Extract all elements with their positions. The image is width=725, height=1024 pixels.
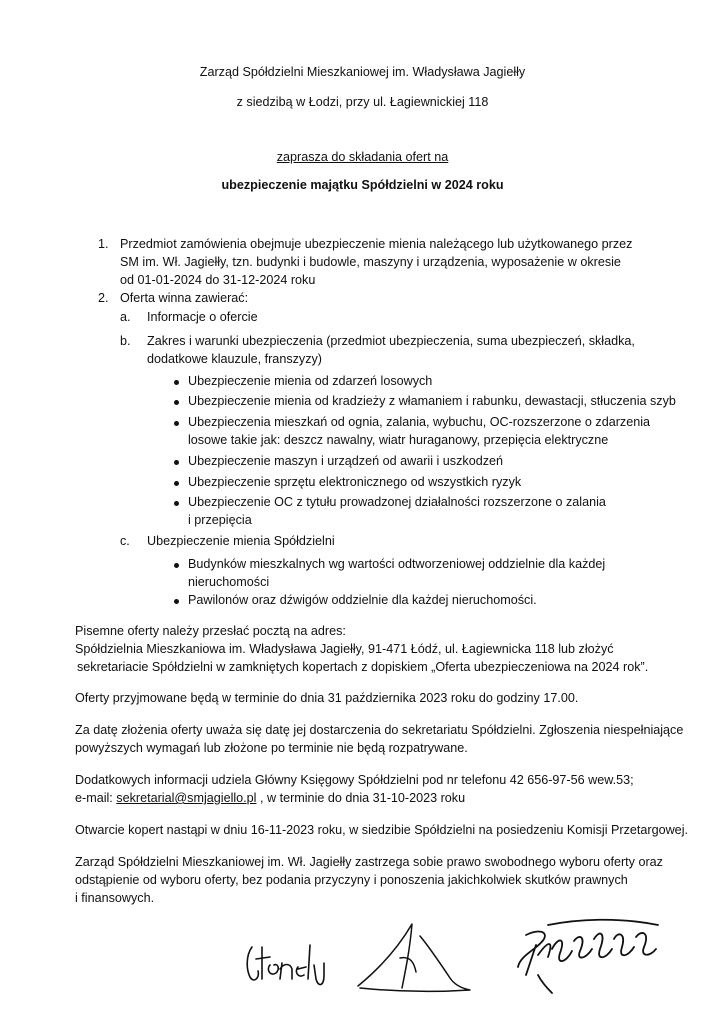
- item-1-line-2: SM im. Wł. Jagiełły, tzn. budynki i budowle, maszyny i urządzenia, wyposażenie w okresie: [120, 255, 621, 269]
- bullet-b2: Ubezpieczenie mienia od kradzieży z włamaniem i rabunku, dewastacji, stłuczenia szyb: [188, 394, 676, 408]
- bullet-dot: [174, 380, 179, 385]
- bullet-dot: [174, 501, 179, 506]
- signature-2: [350, 918, 485, 998]
- item-a-letter: a.: [120, 310, 131, 324]
- bullet-b5: Ubezpieczenie sprzętu elektronicznego od wszystkich ryzyk: [188, 475, 522, 489]
- bullet-dot: [174, 563, 179, 568]
- bullet-b3-line-2: losowe takie jak: deszcz nawalny, wiatr huraganowy, przepięcia elektryczne: [188, 433, 609, 447]
- item-1-number: 1.: [98, 237, 109, 251]
- bullet-dot: [174, 400, 179, 405]
- item-b-letter: b.: [120, 334, 131, 348]
- item-a-text: Informacje o ofercie: [147, 310, 258, 324]
- subject-title: ubezpieczenie majątku Spółdzielni w 2024 roku: [221, 178, 504, 192]
- invite-line: zaprasza do składania ofert na: [276, 150, 449, 164]
- paragraph-3-line-1: Za datę złożenia oferty uważa się datę jej dostarczenia do sekretariatu Spółdzielni. Zgłoszenia niespełniające: [75, 723, 684, 737]
- paragraph-2: Oferty przyjmowane będą w terminie do dnia 31 października 2023 roku do godziny 17.00.: [75, 691, 579, 705]
- paragraph-6-line-3: i finansowych.: [75, 891, 155, 905]
- paragraph-5: Otwarcie kopert nastąpi w dniu 16-11-2023 roku, w siedzibie Spółdzielni na posiedzeniu Komisji Przetargowej.: [75, 823, 688, 837]
- paragraph-6-line-2: odstąpienie od wyboru oferty, bez podania przyczyny i ponoszenia jakichkolwiek skutków prawnych: [75, 873, 628, 887]
- item-2-number: 2.: [98, 291, 109, 305]
- email-link[interactable]: sekretarial@smjagiello.pl: [116, 791, 257, 805]
- item-b-line-2: dodatkowe klauzule, franszyzy): [147, 352, 322, 366]
- bullet-b1: Ubezpieczenie mienia od zdarzeń losowych: [188, 374, 433, 388]
- email-label: e-mail:: [75, 791, 117, 805]
- bullet-dot: [174, 421, 179, 426]
- item-1-line-3: od 01-01-2024 do 31-12-2024 roku: [120, 273, 316, 287]
- bullet-b6-line-1: Ubezpieczenie OC z tytułu prowadzonej działalności rozszerzone o zalania: [188, 495, 606, 509]
- bullet-b6-line-2: i przepięcia: [188, 513, 252, 527]
- paragraph-3-line-2: powyższych wymagań lub złożone po terminie nie będą rozpatrywane.: [75, 741, 468, 755]
- signature-1: [240, 935, 340, 995]
- item-1-line-1: Przedmiot zamówienia obejmuje ubezpieczenie mienia należącego lub użytkowanego przez: [120, 237, 633, 251]
- paragraph-6-line-1: Zarząd Spółdzielni Mieszkaniowej im. Wł. Jagiełły zastrzega sobie prawo swobodnego wyboru oferty oraz: [75, 855, 663, 869]
- header-line-1: Zarząd Spółdzielni Mieszkaniowej im. Władysława Jagiełły: [199, 65, 526, 79]
- bullet-b4: Ubezpieczenie maszyn i urządzeń od awarii i uszkodzeń: [188, 454, 504, 468]
- paragraph-4-line-2: [75, 790, 465, 807]
- bullet-dot: [174, 481, 179, 486]
- paragraph-1-line-2: Spółdzielnia Mieszkaniowa im. Władysława Jagiełły, 91-471 Łódź, ul. Łagiewnicka 118 lub złożyć: [75, 642, 614, 656]
- bullet-c1-line-1: Budynków mieszkalnych wg wartości odtworzeniowej oddzielnie dla każdej: [188, 557, 606, 571]
- header-line-2: z siedzibą w Łodzi, przy ul. Łagiewnickiej 118: [236, 95, 489, 109]
- deadline-text: , w terminie do dnia 31-10-2023 roku: [256, 791, 466, 805]
- bullet-c2: Pawilonów oraz dźwigów oddzielnie dla każdej nieruchomości.: [188, 593, 537, 607]
- bullet-b3-line-1: Ubezpieczenia mieszkań od ognia, zalania, wybuchu, OC-rozszerzone o zdarzenia: [188, 415, 651, 429]
- paragraph-4-line-1: Dodatkowych informacji udziela Główny Księgowy Spółdzielni pod nr telefonu 42 656-97-56 wew.53;: [75, 773, 634, 787]
- item-2-text: Oferta winna zawierać:: [120, 291, 249, 305]
- item-b-line-1: Zakres i warunki ubezpieczenia (przedmiot ubezpieczenia, suma ubezpieczeń, składka,: [147, 334, 635, 348]
- item-c-text: Ubezpieczenie mienia Spółdzielni: [147, 534, 335, 548]
- item-c-letter: c.: [120, 534, 130, 548]
- signature-3: [508, 915, 678, 995]
- bullet-c1-line-2: nieruchomości: [188, 575, 270, 589]
- bullet-dot: [174, 460, 179, 465]
- paragraph-1-line-1: Pisemne oferty należy przesłać pocztą na adres:: [75, 624, 346, 638]
- bullet-dot: [174, 599, 179, 604]
- paragraph-1-line-3: sekretariacie Spółdzielni w zamkniętych kopertach z dopiskiem „Oferta ubezpieczeniowa na 2024 rok”.: [77, 660, 649, 674]
